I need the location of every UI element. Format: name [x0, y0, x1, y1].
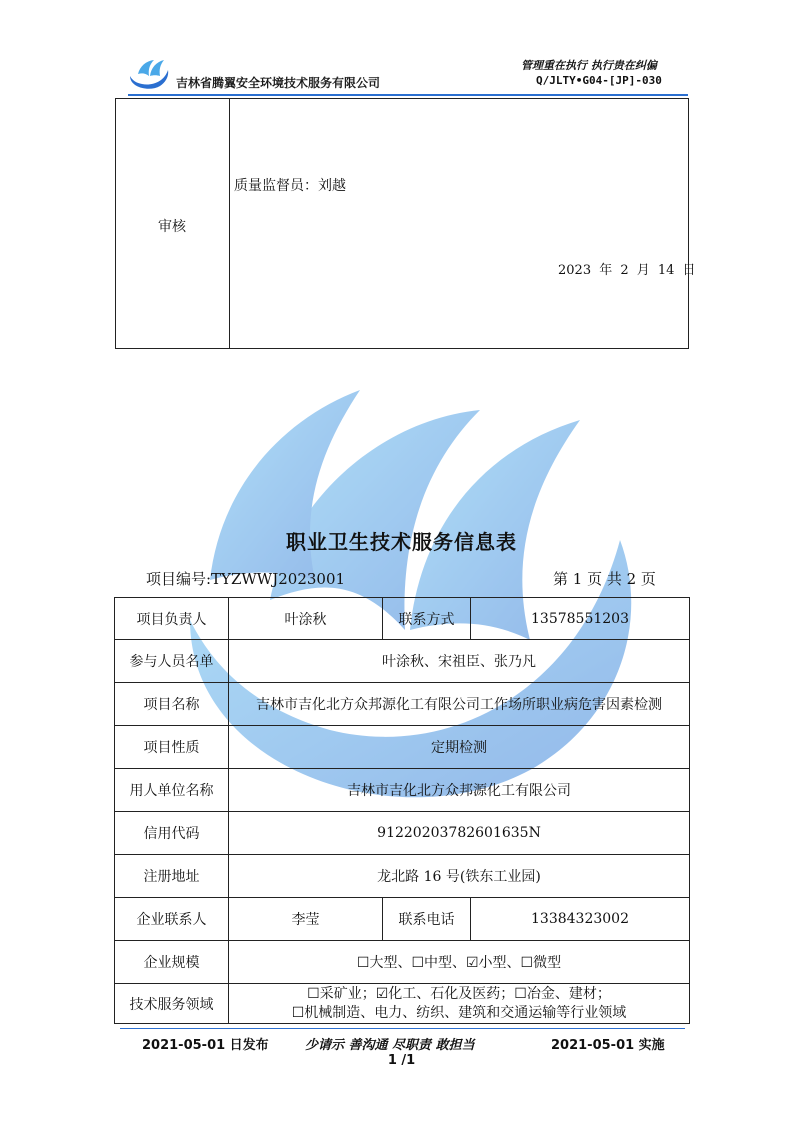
table-row — [115, 855, 690, 898]
document-code: Q/JLTY•G04-[JP]-030 — [536, 74, 662, 87]
employer-label: 用人单位名称 — [115, 769, 229, 812]
table-row — [115, 726, 690, 769]
credit-code-value: 91220203782601635N — [229, 812, 690, 855]
company-name: 吉林省腾翼安全环境技术服务有限公司 — [176, 76, 381, 90]
table-row — [115, 941, 690, 984]
contact-label: 联系方式 — [383, 598, 471, 640]
company-logo-icon — [128, 56, 172, 90]
footer-slogan: 少请示 善沟通 尽职责 敢担当 — [305, 1038, 475, 1053]
phone-value: 13384323002 — [471, 898, 690, 941]
table-row — [115, 812, 690, 855]
members-label: 参与人员名单 — [115, 640, 229, 683]
quality-supervisor: 质量监督员：刘越 — [234, 178, 346, 194]
review-label: 审核 — [158, 219, 186, 235]
table-row — [115, 898, 690, 941]
project-name-label: 项目名称 — [115, 683, 229, 726]
address-value: 龙北路 16 号(铁东工业园) — [229, 855, 690, 898]
members-value: 叶涂秋、宋祖臣、张乃凡 — [229, 640, 690, 683]
leader-label: 项目负责人 — [115, 598, 229, 640]
project-number: 项目编号:TYZWWJ2023001 — [146, 570, 346, 588]
table-row — [115, 984, 690, 1024]
page-number: 1 /1 — [387, 1053, 416, 1068]
phone-label: 联系电话 — [383, 898, 471, 941]
header-motto: 管理重在执行 执行贵在纠偏 — [521, 59, 657, 72]
contact-value: 13578551203 — [471, 598, 690, 640]
issue-date: 2021-05-01 日发布 — [142, 1038, 269, 1053]
service-field-line-1: ☐采矿业；☑化工、石化及医药；☐冶金、建材； — [307, 985, 611, 1002]
scale-label: 企业规模 — [115, 941, 229, 984]
sheet-title: 职业卫生技术服务信息表 — [286, 530, 517, 554]
page-info: 第 1 页 共 2 页 — [553, 570, 656, 588]
effective-date: 2021-05-01 实施 — [551, 1038, 665, 1053]
company-contact-label: 企业联系人 — [115, 898, 229, 941]
service-field-value — [229, 984, 690, 1024]
review-divider — [229, 99, 230, 348]
project-nature-label: 项目性质 — [115, 726, 229, 769]
table-row — [115, 683, 690, 726]
leader-value: 叶涂秋 — [229, 598, 383, 640]
table-row — [115, 598, 690, 640]
footer-rule — [120, 1028, 685, 1029]
header-rule — [128, 94, 688, 96]
project-nature-value: 定期检测 — [229, 726, 690, 769]
service-field-label: 技术服务领域 — [115, 984, 229, 1024]
table-row — [115, 640, 690, 683]
company-contact-value: 李莹 — [229, 898, 383, 941]
scale-value: ☐大型、☐中型、☑小型、☐微型 — [229, 941, 690, 984]
employer-value: 吉林市吉化北方众邦源化工有限公司 — [229, 769, 690, 812]
project-name-value: 吉林市吉化北方众邦源化工有限公司工作场所职业病危害因素检测 — [229, 683, 690, 726]
info-table — [114, 597, 690, 1024]
credit-code-label: 信用代码 — [115, 812, 229, 855]
table-row — [115, 769, 690, 812]
service-field-line-2: ☐机械制造、电力、纺织、建筑和交通运输等行业领域 — [291, 1004, 627, 1021]
review-date: 2023 年 2 月 14 日 — [558, 263, 696, 278]
address-label: 注册地址 — [115, 855, 229, 898]
review-box — [115, 98, 689, 349]
